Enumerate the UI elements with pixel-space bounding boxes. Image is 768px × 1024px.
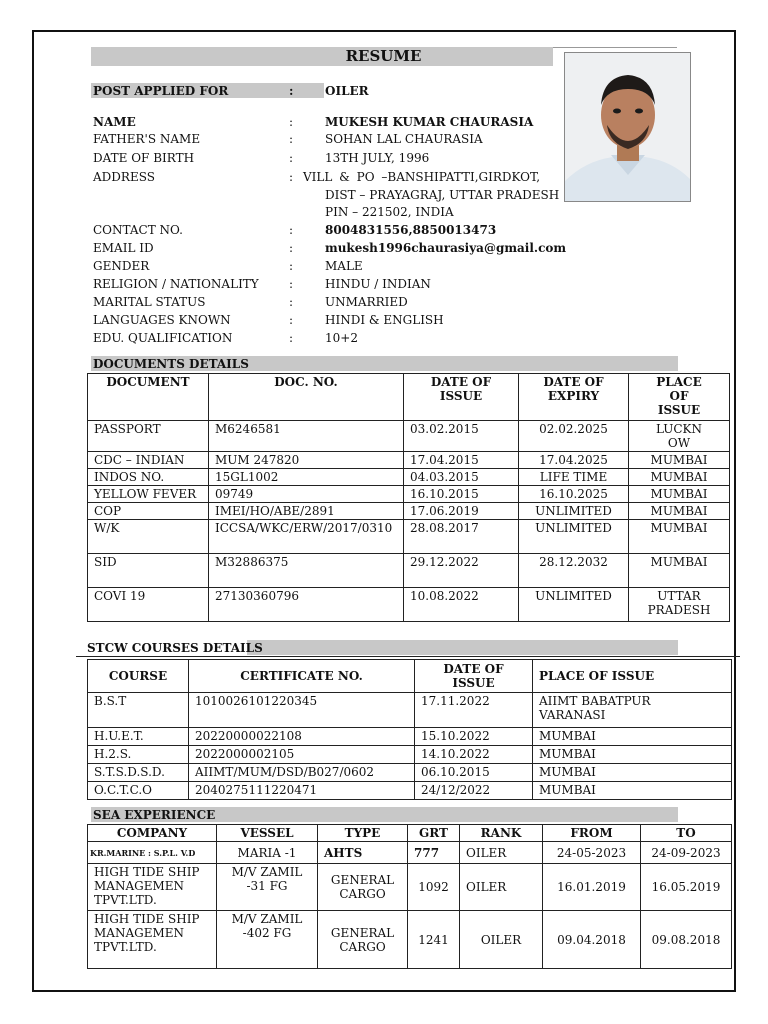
- cell: COVI 19: [88, 588, 209, 622]
- header-document: DOCUMENT: [88, 374, 209, 421]
- table-row: [88, 469, 730, 486]
- cell: HIGH TIDE SHIP MANAGEMEN TPVT.LTD.: [88, 911, 217, 969]
- marital-label: MARITAL STATUS: [93, 295, 206, 309]
- cell: UNLIMITED: [519, 503, 629, 520]
- post-label: POST APPLIED FOR: [93, 84, 229, 98]
- table-row: [88, 452, 730, 469]
- table-row: [88, 764, 732, 782]
- cell: OILER: [460, 864, 543, 911]
- header-place-of-issue: PLACE OF ISSUE: [629, 374, 730, 421]
- stcw-heading: STCW COURSES DETAILS: [87, 641, 263, 655]
- name-value: MUKESH KUMAR CHAURASIA: [325, 115, 534, 129]
- address-label: ADDRESS: [93, 170, 155, 184]
- cell: KR.MARINE : S.P.L. V.D: [88, 842, 217, 864]
- header-from: FROM: [543, 825, 641, 842]
- cell: 03.02.2015: [404, 421, 519, 452]
- cell: 15GL1002: [209, 469, 404, 486]
- cell: 17.11.2022: [415, 693, 533, 728]
- post-sep: :: [289, 84, 294, 98]
- cell: 20220000022108: [189, 728, 415, 746]
- name-sep: :: [289, 115, 294, 129]
- cell: MUMBAI: [629, 452, 730, 469]
- header-date-of-issue: DATE OF ISSUE: [404, 374, 519, 421]
- table-header-row: [88, 374, 730, 421]
- cell: M32886375: [209, 554, 404, 588]
- cell: MUMBAI: [533, 782, 732, 800]
- gender-value: MALE: [325, 259, 363, 273]
- cell: 09.08.2018: [641, 911, 732, 969]
- address-sep: :: [289, 170, 294, 184]
- cell: OILER: [460, 911, 543, 969]
- religion-label: RELIGION / NATIONALITY: [93, 277, 259, 291]
- resume-title: RESUME: [345, 47, 422, 65]
- address-line-1: VILL & PO –BANSHIPATTI,GIRDKOT,: [303, 170, 541, 184]
- cell: 2040275111220471: [189, 782, 415, 800]
- cell: MUMBAI: [629, 469, 730, 486]
- documents-table: [87, 373, 730, 622]
- cell: 16.10.2015: [404, 486, 519, 503]
- cell: INDOS NO.: [88, 469, 209, 486]
- dob-sep: :: [289, 151, 294, 165]
- table-header-row: [88, 825, 732, 842]
- cell: 17.06.2019: [404, 503, 519, 520]
- cell: UNLIMITED: [519, 520, 629, 554]
- table-row: [88, 486, 730, 503]
- cell: PASSPORT: [88, 421, 209, 452]
- cell: 14.10.2022: [415, 746, 533, 764]
- cell: 16.01.2019: [543, 864, 641, 911]
- cell: M6246581: [209, 421, 404, 452]
- father-sep: :: [289, 132, 294, 146]
- cell: 09749: [209, 486, 404, 503]
- languages-value: HINDI & ENGLISH: [325, 313, 444, 327]
- cell: CDC – INDIAN: [88, 452, 209, 469]
- email-value: mukesh1996chaurasiya@gmail.com: [325, 241, 567, 255]
- email-label: EMAIL ID: [93, 241, 154, 255]
- cell: 17.04.2015: [404, 452, 519, 469]
- cell: MUM 247820: [209, 452, 404, 469]
- header-doc-no: DOC. NO.: [209, 374, 404, 421]
- header-company: COMPANY: [88, 825, 217, 842]
- documents-heading: DOCUMENTS DETAILS: [93, 357, 249, 371]
- header-grt: GRT: [408, 825, 460, 842]
- cell: COP: [88, 503, 209, 520]
- header-date-of-issue: DATE OF ISSUE: [415, 660, 533, 693]
- cell: 1010026101220345: [189, 693, 415, 728]
- father-value: SOHAN LAL CHAURASIA: [325, 132, 483, 146]
- languages-label: LANGUAGES KNOWN: [93, 313, 231, 327]
- cell: 27130360796: [209, 588, 404, 622]
- cell: MUMBAI: [629, 554, 730, 588]
- table-row: [88, 421, 730, 452]
- cell: IMEI/HO/ABE/2891: [209, 503, 404, 520]
- cell: O.C.T.C.O: [88, 782, 189, 800]
- sea-table: [87, 824, 732, 969]
- cell: 17.04.2025: [519, 452, 629, 469]
- qualification-value: 10+2: [325, 331, 358, 345]
- address-line-2: DIST – PRAYAGRAJ, UTTAR PRADESH: [325, 188, 560, 202]
- stcw-rule: [76, 656, 740, 657]
- stcw-bar: [247, 640, 678, 655]
- sea-heading: SEA EXPERIENCE: [93, 808, 216, 822]
- email-sep: :: [289, 241, 294, 255]
- title-rule: [553, 47, 677, 48]
- dob-value: 13TH JULY, 1996: [325, 151, 430, 165]
- stcw-table: [87, 659, 732, 800]
- profile-photo: [564, 52, 691, 202]
- languages-sep: :: [289, 313, 294, 327]
- cell: SID: [88, 554, 209, 588]
- table-row: [88, 782, 732, 800]
- cell: AIIMT/MUM/DSD/B027/0602: [189, 764, 415, 782]
- cell: 28.12.2032: [519, 554, 629, 588]
- dob-label: DATE OF BIRTH: [93, 151, 195, 165]
- cell: 24-09-2023: [641, 842, 732, 864]
- cell: 1092: [408, 864, 460, 911]
- table-row: [88, 842, 732, 864]
- religion-value: HINDU / INDIAN: [325, 277, 431, 291]
- cell: UNLIMITED: [519, 588, 629, 622]
- cell: H.2.S.: [88, 746, 189, 764]
- cell: 777: [408, 842, 460, 864]
- marital-sep: :: [289, 295, 294, 309]
- cell: UTTAR PRADESH: [629, 588, 730, 622]
- cell: 10.08.2022: [404, 588, 519, 622]
- contact-value: 8004831556,8850013473: [325, 223, 497, 237]
- header-rank: RANK: [460, 825, 543, 842]
- header-date-of-expiry: DATE OF EXPIRY: [519, 374, 629, 421]
- cell: MUMBAI: [533, 728, 732, 746]
- cell: H.U.E.T.: [88, 728, 189, 746]
- cell: MUMBAI: [533, 746, 732, 764]
- cell: 16.05.2019: [641, 864, 732, 911]
- header-vessel: VESSEL: [217, 825, 318, 842]
- cell: LIFE TIME: [519, 469, 629, 486]
- post-value: OILER: [325, 84, 369, 98]
- cell: 28.08.2017: [404, 520, 519, 554]
- cell: W/K: [88, 520, 209, 554]
- religion-sep: :: [289, 277, 294, 291]
- cell: 06.10.2015: [415, 764, 533, 782]
- cell: B.S.T: [88, 693, 189, 728]
- cell: 1241: [408, 911, 460, 969]
- cell: 2022000002105: [189, 746, 415, 764]
- cell: MUMBAI: [533, 764, 732, 782]
- father-label: FATHER'S NAME: [93, 132, 201, 146]
- cell: LUCKNOW: [629, 421, 730, 452]
- header-place-of-issue: PLACE OF ISSUE: [533, 660, 732, 693]
- cell: GENERAL CARGO: [318, 911, 408, 969]
- cell: S.T.S.D.S.D.: [88, 764, 189, 782]
- qualification-label: EDU. QUALIFICATION: [93, 331, 233, 345]
- table-header-row: [88, 660, 732, 693]
- cell: MUMBAI: [629, 486, 730, 503]
- cell: AIIMT BABATPUR VARANASI: [533, 693, 732, 728]
- header-type: TYPE: [318, 825, 408, 842]
- table-row: [88, 911, 732, 969]
- cell: 24-05-2023: [543, 842, 641, 864]
- header-to: TO: [641, 825, 732, 842]
- cell: M/V ZAMIL -402 FG: [217, 911, 318, 969]
- contact-label: CONTACT NO.: [93, 223, 183, 237]
- cell: MUMBAI: [629, 503, 730, 520]
- cell: HIGH TIDE SHIP MANAGEMEN TPVT.LTD.: [88, 864, 217, 911]
- table-row: [88, 746, 732, 764]
- table-row: [88, 693, 732, 728]
- header-course: COURSE: [88, 660, 189, 693]
- cell: 15.10.2022: [415, 728, 533, 746]
- marital-value: UNMARRIED: [325, 295, 408, 309]
- cell: 02.02.2025: [519, 421, 629, 452]
- contact-sep: :: [289, 223, 294, 237]
- cell: MARIA -1: [217, 842, 318, 864]
- cell: 04.03.2015: [404, 469, 519, 486]
- cell: ICCSA/WKC/ERW/2017/0310: [209, 520, 404, 554]
- cell: OILER: [460, 842, 543, 864]
- cell: 29.12.2022: [404, 554, 519, 588]
- cell: 24/12/2022: [415, 782, 533, 800]
- table-row: [88, 503, 730, 520]
- table-row: [88, 728, 732, 746]
- header-certificate-no: CERTIFICATE NO.: [189, 660, 415, 693]
- cell: GENERAL CARGO: [318, 864, 408, 911]
- gender-sep: :: [289, 259, 294, 273]
- cell: YELLOW FEVER: [88, 486, 209, 503]
- name-label: NAME: [93, 115, 136, 129]
- gender-label: GENDER: [93, 259, 150, 273]
- table-row: [88, 864, 732, 911]
- cell: AHTS: [318, 842, 408, 864]
- cell: 09.04.2018: [543, 911, 641, 969]
- cell: 16.10.2025: [519, 486, 629, 503]
- qualification-sep: :: [289, 331, 294, 345]
- table-row: [88, 520, 730, 554]
- table-row: [88, 554, 730, 588]
- address-line-3: PIN – 221502, INDIA: [325, 205, 454, 219]
- table-row: [88, 588, 730, 622]
- cell: MUMBAI: [629, 520, 730, 554]
- cell: M/V ZAMIL -31 FG: [217, 864, 318, 911]
